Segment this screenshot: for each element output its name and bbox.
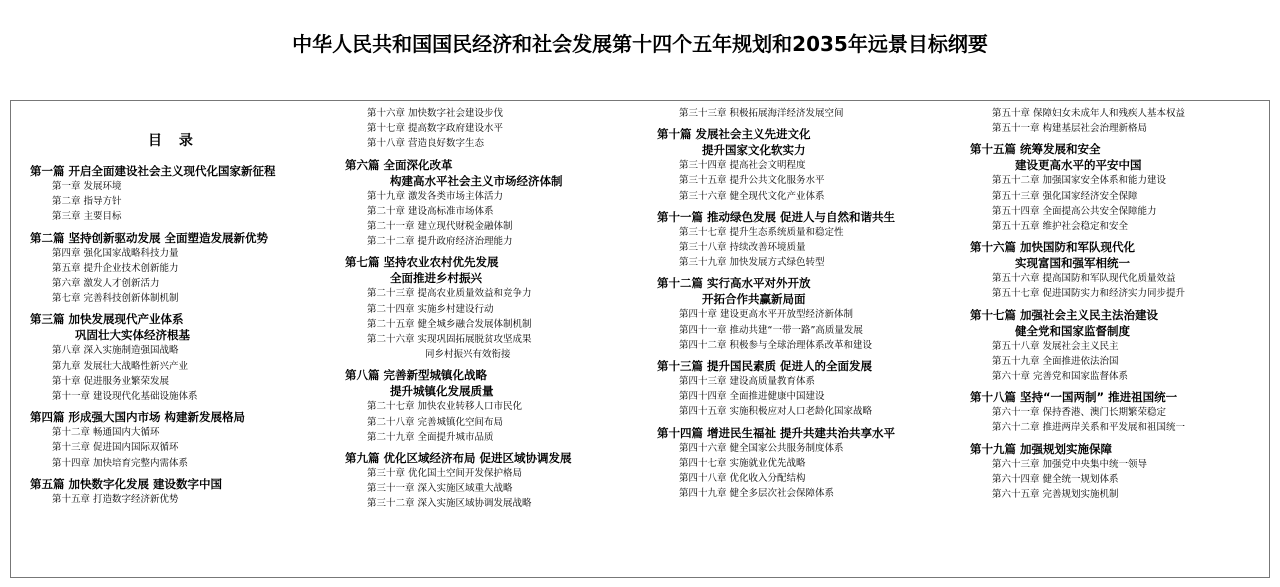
chapter-title: 第二十九章 全面提升城市品质 bbox=[367, 431, 494, 443]
chapter-title: 第十六章 加快数字社会建设步伐 bbox=[367, 108, 504, 119]
toc-chapter-entry bbox=[345, 286, 572, 301]
toc-chapter-entry bbox=[657, 255, 895, 270]
toc-part-heading bbox=[657, 209, 895, 225]
toc-part-heading bbox=[657, 358, 895, 374]
toc-column-2 bbox=[345, 106, 572, 512]
toc-chapter-entry bbox=[30, 276, 276, 291]
chapter-title: 第三十三章 积极拓展海洋经济发展空间 bbox=[679, 108, 844, 119]
chapter-title: 第九章 发展壮大战略性新兴产业 bbox=[52, 360, 189, 372]
toc-chapter-entry bbox=[30, 389, 276, 404]
chapter-title: 第一章 发展环境 bbox=[52, 181, 122, 192]
chapter-title: 第十三章 促进国内国际双循环 bbox=[52, 442, 179, 454]
part-title-line2: 实现富国和强军相统一 bbox=[1015, 256, 1130, 271]
chapter-title: 第五十七章 促进国防实力和经济实力同步提升 bbox=[992, 288, 1186, 300]
chapter-title: 第六章 激发人才创新活力 bbox=[52, 278, 160, 290]
toc-column-4 bbox=[970, 106, 1185, 502]
toc-part-heading bbox=[970, 307, 1185, 339]
chapter-title: 第四十八章 优化收入分配结构 bbox=[679, 473, 806, 485]
part-title: 第四篇 形成强大国内市场 构建新发展格局 bbox=[30, 410, 246, 425]
toc-part-heading bbox=[345, 367, 572, 399]
toc-heading: 目 录 bbox=[148, 133, 199, 149]
toc-chapter-entry bbox=[345, 430, 572, 445]
toc-chapter-entry bbox=[30, 440, 276, 455]
toc-chapter-entry bbox=[970, 472, 1185, 487]
chapter-title: 第四十章 建设更高水平开放型经济新体制 bbox=[679, 309, 854, 321]
chapter-title: 第四十九章 健全多层次社会保障体系 bbox=[679, 488, 835, 500]
part-title: 第五篇 加快数字化发展 建设数字中国 bbox=[30, 476, 223, 491]
toc-chapter-entry bbox=[657, 486, 895, 501]
chapter-title: 第五十九章 全面推进依法治国 bbox=[992, 355, 1119, 367]
chapter-title: 第五十四章 全面提高公共安全保障能力 bbox=[992, 205, 1157, 217]
chapter-title: 第十五章 打造数字经济新优势 bbox=[52, 493, 179, 505]
chapter-title: 第二十七章 加快农业转移人口市民化 bbox=[367, 401, 523, 413]
chapter-title: 第三十八章 持续改善环境质量 bbox=[679, 242, 806, 254]
chapter-title: 第二十三章 提高农业质量效益和竞争力 bbox=[367, 288, 532, 300]
chapter-title: 第十二章 畅通国内大循环 bbox=[52, 427, 160, 439]
toc-part-heading bbox=[657, 275, 895, 307]
toc-chapter-entry bbox=[970, 189, 1185, 204]
toc-chapter-entry bbox=[345, 121, 572, 136]
toc-chapter-entry bbox=[970, 369, 1185, 384]
chapter-title: 第三十章 优化国土空间开发保护格局 bbox=[367, 468, 523, 480]
chapter-title: 第五十二章 加强国家安全体系和能力建设 bbox=[992, 175, 1167, 187]
part-title: 第三篇 加快发展现代产业体系 bbox=[30, 312, 184, 327]
toc-chapter-entry bbox=[345, 496, 572, 511]
toc-chapter-entry bbox=[30, 343, 276, 358]
toc-column-3 bbox=[657, 106, 895, 501]
chapter-title: 第六十一章 保持香港、澳门长期繁荣稳定 bbox=[992, 407, 1167, 419]
chapter-title: 第二十章 建设高标准市场体系 bbox=[367, 205, 494, 217]
part-title: 第八篇 完善新型城镇化战略 bbox=[345, 368, 488, 383]
chapter-title: 第二十四章 实施乡村建设行动 bbox=[367, 303, 494, 315]
part-title-line2: 提升国家文化软实力 bbox=[702, 143, 806, 158]
chapter-title: 第四十四章 全面推进健康中国建设 bbox=[679, 391, 825, 403]
document-title: 中华人民共和国国民经济和社会发展第十四个五年规划和2035年远景目标纲要 bbox=[292, 32, 988, 56]
toc-chapter-entry bbox=[345, 302, 572, 317]
chapter-title: 第五十六章 提高国防和军队现代化质量效益 bbox=[992, 273, 1176, 285]
toc-chapter-entry bbox=[345, 189, 572, 204]
toc-chapter-entry bbox=[345, 136, 572, 151]
chapter-title: 第六十三章 加强党中央集中统一领导 bbox=[992, 458, 1148, 470]
part-title: 第九篇 优化区域经济布局 促进区域协调发展 bbox=[345, 451, 572, 466]
chapter-title: 第四十一章 推动共建“一带一路”高质量发展 bbox=[679, 324, 863, 336]
toc-chapter-entry bbox=[30, 492, 276, 507]
part-title-line2: 健全党和国家监督制度 bbox=[1015, 323, 1130, 338]
toc-chapter-entry bbox=[30, 456, 276, 471]
toc-part-heading bbox=[30, 230, 276, 246]
chapter-title: 第八章 深入实施制造强国战略 bbox=[52, 345, 179, 357]
part-title-line2: 全面推进乡村振兴 bbox=[390, 271, 482, 286]
chapter-title: 第五十八章 发展社会主义民主 bbox=[992, 340, 1119, 352]
chapter-title: 第十七章 提高数字政府建设水平 bbox=[367, 123, 504, 135]
toc-chapter-entry bbox=[345, 234, 572, 249]
part-title-line2: 提升城镇化发展质量 bbox=[390, 384, 494, 399]
chapter-title: 第三十九章 加快发展方式绿色转型 bbox=[679, 257, 825, 269]
chapter-title: 第五十三章 强化国家经济安全保障 bbox=[992, 190, 1138, 202]
toc-chapter-entry bbox=[657, 338, 895, 353]
toc-chapter-entry bbox=[970, 354, 1185, 369]
toc-chapter-entry bbox=[30, 425, 276, 440]
chapter-title: 第四十二章 积极参与全球治理体系改革和建设 bbox=[679, 339, 873, 351]
toc-chapter-entry bbox=[970, 173, 1185, 188]
toc-chapter-entry bbox=[345, 481, 572, 496]
toc-part-heading bbox=[657, 425, 895, 441]
toc-chapter-entry bbox=[970, 204, 1185, 219]
part-title: 第十四篇 增进民生福祉 提升共建共治共享水平 bbox=[657, 425, 896, 440]
toc-part-heading bbox=[970, 389, 1185, 405]
part-title-line2: 开拓合作共赢新局面 bbox=[702, 292, 806, 307]
chapter-title: 第十一章 建设现代化基础设施体系 bbox=[52, 391, 198, 403]
toc-part-heading bbox=[657, 126, 895, 158]
chapter-title: 第七章 完善科技创新体制机制 bbox=[52, 293, 179, 305]
toc-chapter-entry bbox=[970, 420, 1185, 435]
toc-part-heading bbox=[970, 441, 1185, 457]
chapter-title-continued: 同乡村振兴有效衔接 bbox=[425, 349, 511, 361]
part-title: 第十七篇 加强社会主义民主法治建设 bbox=[970, 307, 1159, 322]
chapter-title: 第五十一章 构建基层社会治理新格局 bbox=[992, 123, 1148, 135]
part-title-line2: 构建高水平社会主义市场经济体制 bbox=[390, 173, 563, 188]
toc-chapter-entry bbox=[345, 399, 572, 414]
toc-part-heading bbox=[345, 450, 572, 466]
part-title: 第十五篇 统筹发展和安全 bbox=[970, 142, 1101, 157]
toc-chapter-entry bbox=[970, 106, 1185, 121]
chapter-title: 第五十五章 维护社会稳定和安全 bbox=[992, 221, 1129, 233]
part-title: 第七篇 坚持农业农村优先发展 bbox=[345, 255, 499, 270]
toc-part-heading bbox=[970, 141, 1185, 173]
chapter-title: 第三十一章 深入实施区域重大战略 bbox=[367, 483, 513, 495]
part-title: 第十八篇 坚持“一国两制” 推进祖国统一 bbox=[970, 390, 1178, 405]
chapter-title: 第四十五章 实施积极应对人口老龄化国家战略 bbox=[679, 406, 873, 418]
part-title: 第十篇 发展社会主义先进文化 bbox=[657, 127, 811, 142]
chapter-title: 第四章 强化国家战略科技力量 bbox=[52, 247, 179, 259]
chapter-title: 第十四章 加快培育完整内需体系 bbox=[52, 457, 189, 469]
toc-part-heading bbox=[30, 163, 276, 179]
part-title: 第一篇 开启全面建设社会主义现代化国家新征程 bbox=[30, 164, 276, 178]
toc-chapter-entry bbox=[345, 466, 572, 481]
chapter-title: 第六十章 完善党和国家监督体系 bbox=[992, 371, 1129, 383]
toc-chapter-entry bbox=[657, 240, 895, 255]
part-title: 第十二篇 实行高水平对外开放 bbox=[657, 276, 811, 291]
toc-chapter-entry bbox=[970, 339, 1185, 354]
toc-chapter-entry bbox=[970, 286, 1185, 301]
toc-chapter-entry bbox=[657, 471, 895, 486]
toc-chapter-entry bbox=[30, 209, 276, 224]
chapter-title: 第六十二章 推进两岸关系和平发展和祖国统一 bbox=[992, 422, 1186, 434]
toc-chapter-entry bbox=[345, 317, 572, 332]
chapter-title: 第三十四章 提高社会文明程度 bbox=[679, 160, 806, 172]
toc-part-heading bbox=[30, 409, 276, 425]
part-title-line2: 巩固壮大实体经济根基 bbox=[75, 328, 190, 343]
toc-chapter-entry bbox=[657, 389, 895, 404]
part-title: 第十六篇 加快国防和军队现代化 bbox=[970, 240, 1136, 255]
toc-chapter-entry bbox=[657, 106, 895, 121]
chapter-title: 第十八章 营造良好数字生态 bbox=[367, 138, 485, 150]
chapter-title: 第十章 促进服务业繁荣发展 bbox=[52, 375, 170, 387]
part-title: 第十九篇 加强规划实施保障 bbox=[970, 441, 1113, 456]
chapter-title: 第二十六章 实现巩固拓展脱贫攻坚成果 bbox=[367, 334, 532, 346]
toc-chapter-entry bbox=[657, 173, 895, 188]
chapter-title: 第三十七章 提升生态系统质量和稳定性 bbox=[679, 226, 844, 238]
toc-chapter-entry bbox=[970, 219, 1185, 234]
chapter-title: 第五章 提升企业技术创新能力 bbox=[52, 262, 179, 274]
part-title: 第十一篇 推动绿色发展 促进人与自然和谐共生 bbox=[657, 209, 896, 224]
part-title: 第二篇 坚持创新驱动发展 全面塑造发展新优势 bbox=[30, 230, 269, 245]
toc-chapter-entry bbox=[970, 487, 1185, 502]
toc-chapter-entry bbox=[30, 374, 276, 389]
toc-chapter-entry bbox=[30, 261, 276, 276]
chapter-title: 第四十六章 健全国家公共服务制度体系 bbox=[679, 442, 844, 454]
toc-part-heading bbox=[345, 254, 572, 286]
chapter-title: 第六十四章 健全统一规划体系 bbox=[992, 473, 1119, 485]
toc-chapter-entry bbox=[657, 189, 895, 204]
chapter-title: 第五十章 保障妇女未成年人和残疾人基本权益 bbox=[992, 108, 1186, 119]
toc-chapter-entry bbox=[970, 271, 1185, 286]
toc-chapter-entry bbox=[970, 121, 1185, 136]
toc-chapter-entry bbox=[30, 246, 276, 261]
chapter-title: 第六十五章 完善规划实施机制 bbox=[992, 489, 1119, 501]
toc-chapter-entry bbox=[657, 404, 895, 419]
chapter-title: 第二章 指导方针 bbox=[52, 196, 122, 208]
chapter-title: 第三章 主要目标 bbox=[52, 211, 122, 223]
toc-chapter-entry bbox=[970, 457, 1185, 472]
toc-part-heading bbox=[30, 476, 276, 492]
toc-chapter-entry bbox=[345, 106, 572, 121]
chapter-title: 第三十二章 深入实施区域协调发展战略 bbox=[367, 498, 532, 510]
toc-chapter-entry bbox=[30, 359, 276, 374]
toc-chapter-entry bbox=[657, 307, 895, 322]
chapter-title: 第四十七章 实施就业优先战略 bbox=[679, 457, 806, 469]
toc-chapter-entry bbox=[970, 405, 1185, 420]
toc-chapter-entry bbox=[657, 158, 895, 173]
toc-chapter-entry bbox=[30, 179, 276, 194]
chapter-title: 第三十六章 健全现代文化产业体系 bbox=[679, 190, 825, 202]
toc-chapter-entry bbox=[345, 219, 572, 234]
toc-chapter-entry bbox=[345, 415, 572, 430]
toc-chapter-entry bbox=[657, 441, 895, 456]
toc-chapter-entry bbox=[657, 456, 895, 471]
chapter-title: 第二十二章 提升政府经济治理能力 bbox=[367, 236, 513, 248]
toc-chapter-entry bbox=[657, 323, 895, 338]
toc-column-1 bbox=[30, 106, 276, 507]
toc-chapter-entry bbox=[657, 374, 895, 389]
toc-chapter-entry bbox=[657, 225, 895, 240]
toc-chapter-entry bbox=[345, 204, 572, 219]
toc-chapter-entry bbox=[30, 194, 276, 209]
chapter-title: 第二十一章 建立现代财税金融体制 bbox=[367, 221, 513, 233]
toc-chapter-entry bbox=[30, 291, 276, 306]
chapter-title: 第二十五章 健全城乡融合发展体制机制 bbox=[367, 318, 532, 330]
part-title-line2: 建设更高水平的平安中国 bbox=[1015, 158, 1142, 173]
toc-chapter-entry bbox=[345, 332, 572, 362]
chapter-title: 第三十五章 提升公共文化服务水平 bbox=[679, 175, 825, 187]
chapter-title: 第四十三章 建设高质量教育体系 bbox=[679, 376, 816, 388]
chapter-title: 第十九章 激发各类市场主体活力 bbox=[367, 190, 504, 202]
part-title: 第六篇 全面深化改革 bbox=[345, 157, 453, 172]
part-title: 第十三篇 提升国民素质 促进人的全面发展 bbox=[657, 359, 873, 374]
toc-part-heading bbox=[30, 311, 276, 343]
toc-part-heading bbox=[345, 157, 572, 189]
toc-part-heading bbox=[970, 239, 1185, 271]
chapter-title: 第二十八章 完善城镇化空间布局 bbox=[367, 416, 504, 428]
